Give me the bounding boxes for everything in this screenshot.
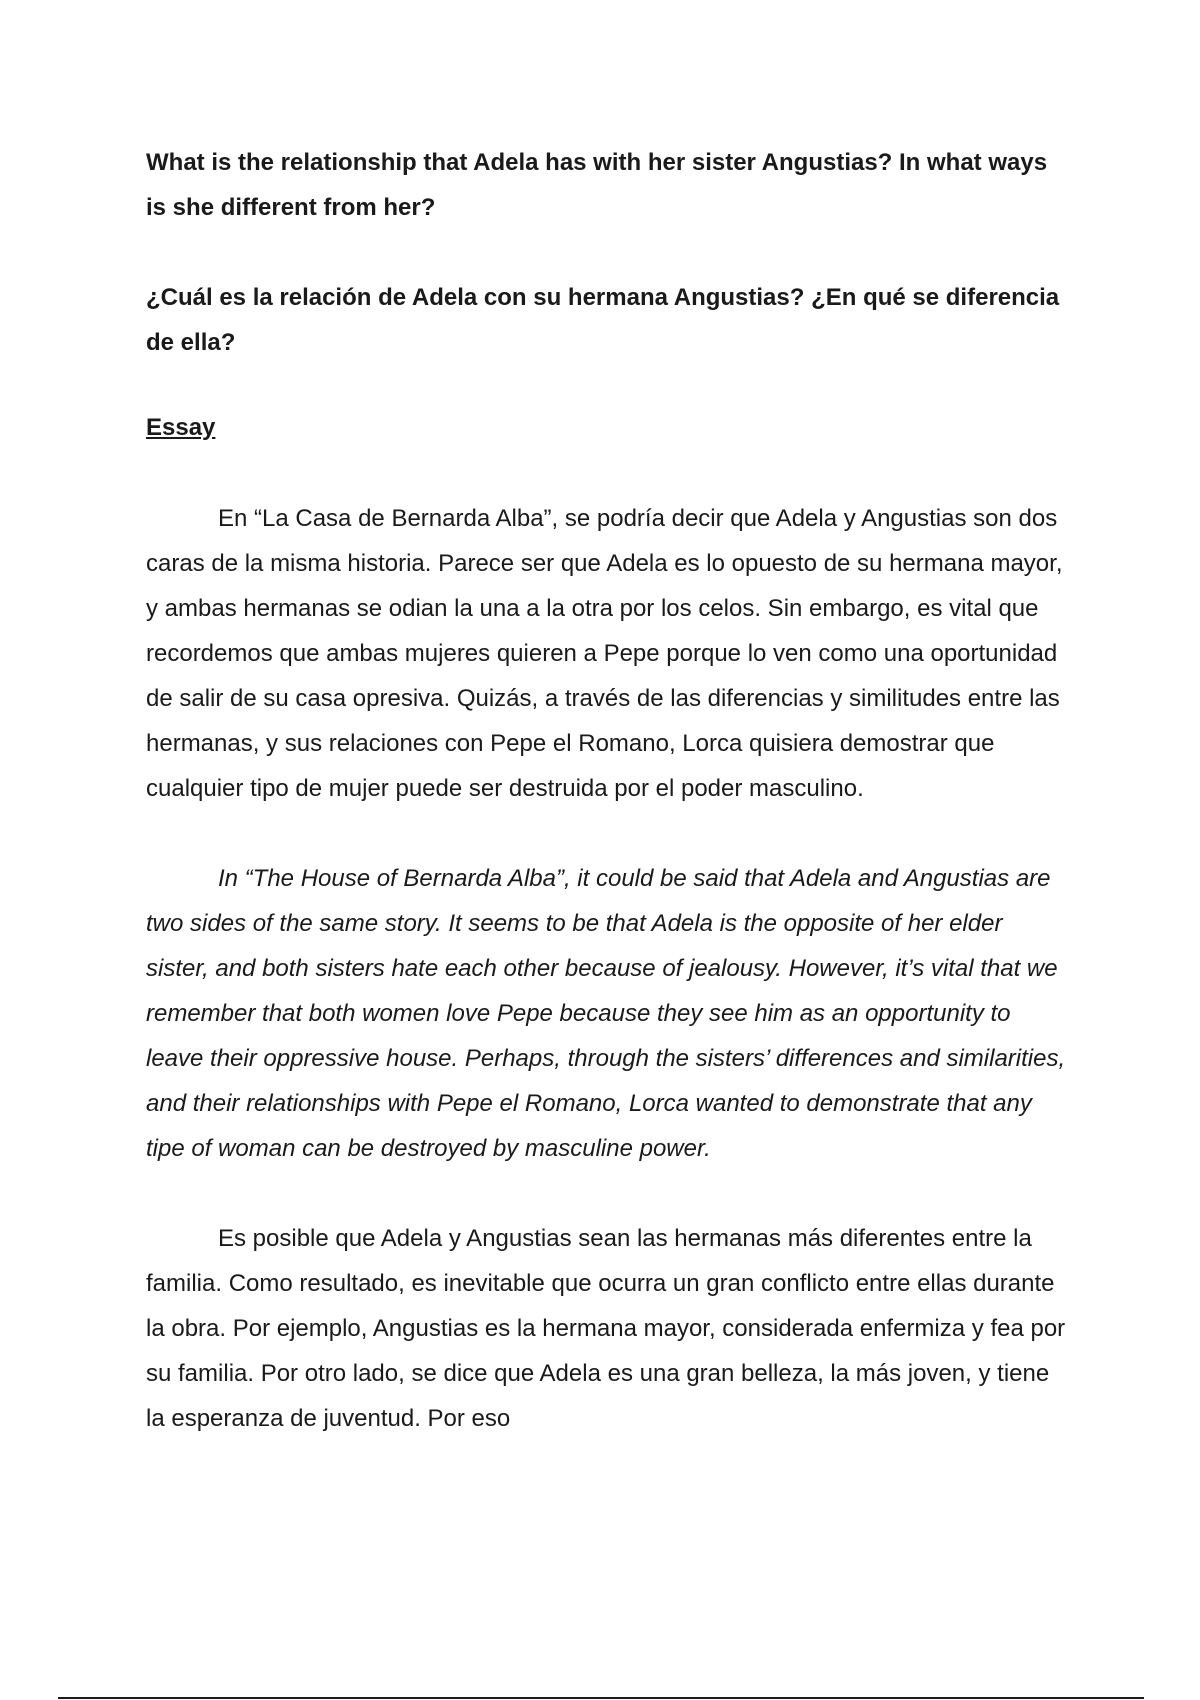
essay-paragraph-spanish-2: Es posible que Adela y Angustias sean las hermanas más diferentes entre la familia. Como resultado, es inevitable que ocurra un gran conflicto entre ellas durante la obra. Por ejemplo, Angustias es la hermana mayor, considerada enfermiza y fea por su familia. Por otro lado, se dice que Adela es una gran belleza, la más joven, y tiene la esperanza de juventud. Por eso: [146, 1225, 1066, 1432]
question-english: What is the relationship that Adela has with her sister Angustias? In what ways is she different from her?: [146, 149, 1048, 221]
essay-heading: Essay: [146, 414, 216, 441]
document-page: [146, 140, 1066, 1441]
question-spanish: ¿Cuál es la relación de Adela con su hermana Angustias? ¿En qué se diferencia de ella?: [146, 284, 1060, 356]
page-bottom-divider: [58, 1697, 1144, 1699]
essay-paragraph-spanish-1: En “La Casa de Bernarda Alba”, se podría decir que Adela y Angustias son dos caras de la misma historia. Parece ser que Adela es lo opuesto de su hermana mayor, y ambas hermanas se odian la una a la otra por los celos. Sin embargo, es vital que recordemos que ambas mujeres quieren a Pepe porque lo ven como una oportunidad de salir de su casa opresiva. Quizás, a través de las diferencias y similitudes entre las hermanas, y sus relaciones con Pepe el Romano, Lorca quisiera demostrar que cualquier tipo de mujer puede ser destruida por el poder masculino.: [146, 505, 1063, 802]
essay-paragraph-english-1: In “The House of Bernarda Alba”, it could be said that Adela and Angustias are two sides of the same story. It seems to be that Adela is the opposite of her elder sister, and both sisters hate each other because of jealousy. However, it’s vital that we remember that both women love Pepe because they see him as an opportunity to leave their oppressive house. Perhaps, through the sisters’ differences and similarities, and their relationships with Pepe el Romano, Lorca wanted to demonstrate that any tipe of woman can be destroyed by masculine power.: [146, 865, 1066, 1162]
